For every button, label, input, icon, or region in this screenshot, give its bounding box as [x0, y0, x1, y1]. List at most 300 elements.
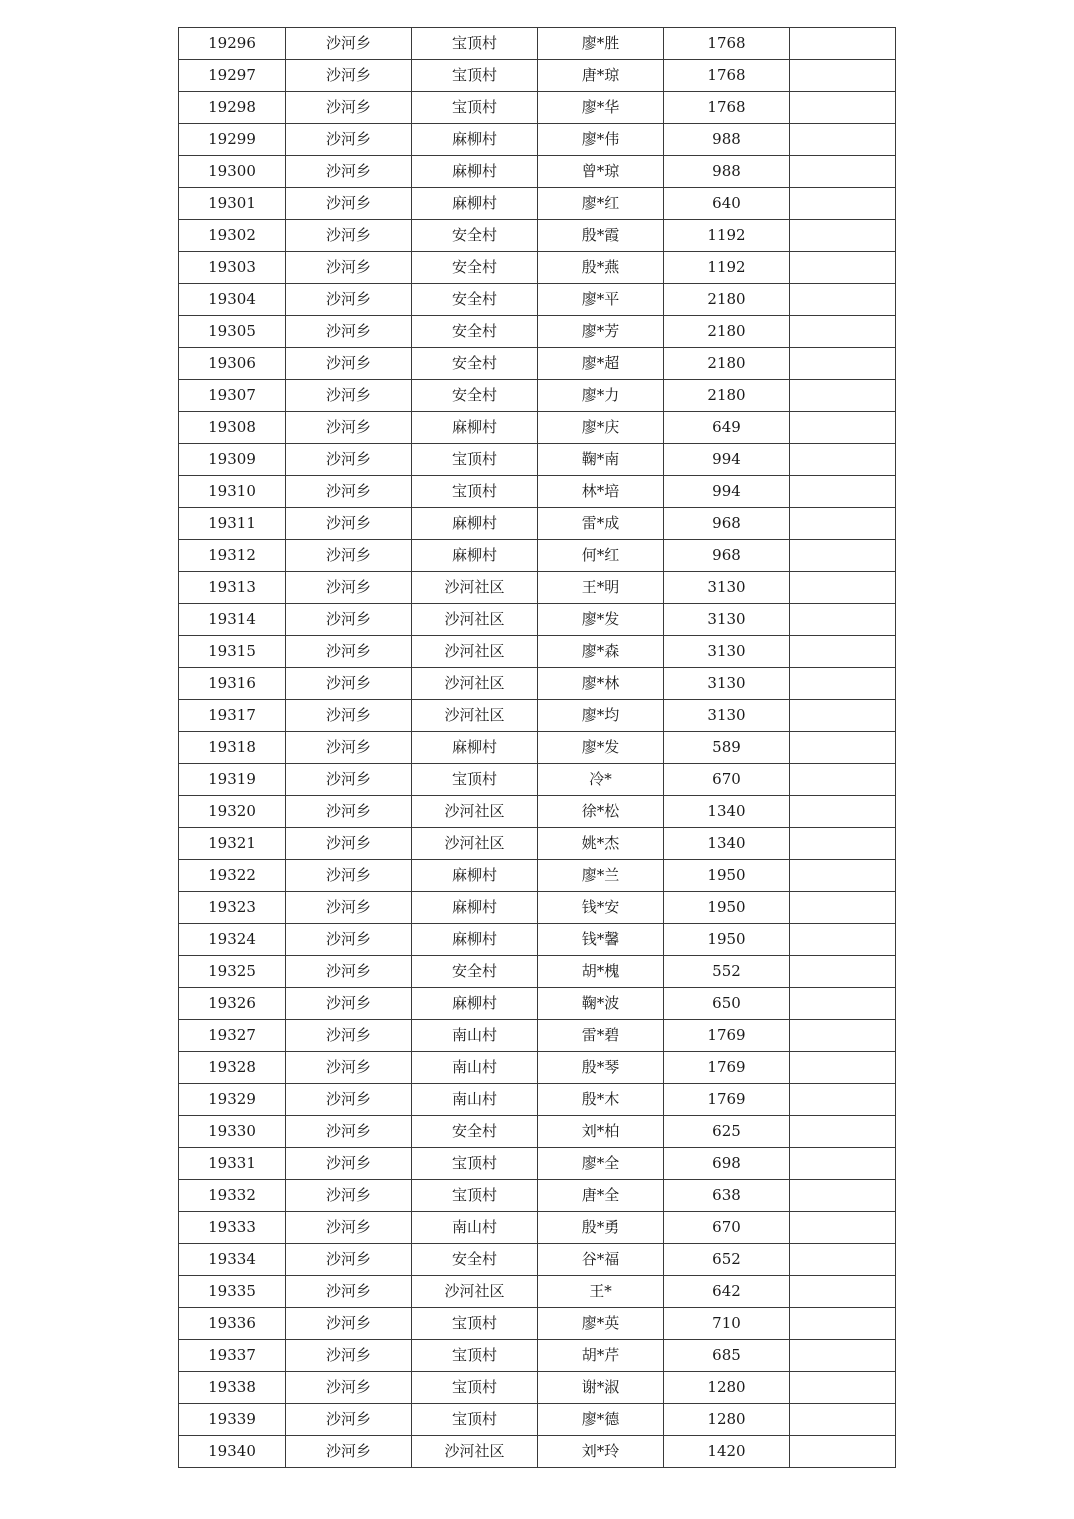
serial-number-cell: 19315: [179, 636, 286, 668]
serial-number-cell: 19310: [179, 476, 286, 508]
village-cell: 麻柳村: [412, 124, 538, 156]
records-table: [178, 27, 896, 1468]
name-cell: 徐*松: [538, 796, 664, 828]
amount-cell: 988: [664, 156, 790, 188]
amount-cell: 2180: [664, 284, 790, 316]
name-cell: 廖*均: [538, 700, 664, 732]
township-cell: 沙河乡: [286, 1180, 412, 1212]
name-cell: 廖*红: [538, 188, 664, 220]
remark-cell: [790, 412, 896, 444]
township-cell: 沙河乡: [286, 1052, 412, 1084]
serial-number-cell: 19320: [179, 796, 286, 828]
township-cell: 沙河乡: [286, 1372, 412, 1404]
remark-cell: [790, 540, 896, 572]
village-cell: 宝顶村: [412, 1308, 538, 1340]
township-cell: 沙河乡: [286, 924, 412, 956]
table-row: [179, 1308, 896, 1340]
serial-number-cell: 19312: [179, 540, 286, 572]
name-cell: 廖*平: [538, 284, 664, 316]
amount-cell: 968: [664, 540, 790, 572]
name-cell: 谷*福: [538, 1244, 664, 1276]
name-cell: 廖*发: [538, 732, 664, 764]
serial-number-cell: 19332: [179, 1180, 286, 1212]
name-cell: 鞠*波: [538, 988, 664, 1020]
serial-number-cell: 19325: [179, 956, 286, 988]
amount-cell: 1768: [664, 28, 790, 60]
name-cell: 鞠*南: [538, 444, 664, 476]
table-row: [179, 476, 896, 508]
amount-cell: 994: [664, 476, 790, 508]
amount-cell: 1768: [664, 92, 790, 124]
table-row: [179, 124, 896, 156]
amount-cell: 3130: [664, 700, 790, 732]
serial-number-cell: 19299: [179, 124, 286, 156]
table-row: [179, 1404, 896, 1436]
amount-cell: 1280: [664, 1404, 790, 1436]
township-cell: 沙河乡: [286, 636, 412, 668]
amount-cell: 1769: [664, 1020, 790, 1052]
table-row: [179, 92, 896, 124]
township-cell: 沙河乡: [286, 1404, 412, 1436]
amount-cell: 988: [664, 124, 790, 156]
amount-cell: 1950: [664, 860, 790, 892]
table-row: [179, 1372, 896, 1404]
amount-cell: 3130: [664, 572, 790, 604]
table-row: [179, 412, 896, 444]
remark-cell: [790, 636, 896, 668]
table-row: [179, 956, 896, 988]
remark-cell: [790, 508, 896, 540]
amount-cell: 1340: [664, 796, 790, 828]
serial-number-cell: 19296: [179, 28, 286, 60]
remark-cell: [790, 252, 896, 284]
remark-cell: [790, 892, 896, 924]
village-cell: 沙河社区: [412, 668, 538, 700]
remark-cell: [790, 796, 896, 828]
serial-number-cell: 19326: [179, 988, 286, 1020]
name-cell: 胡*芹: [538, 1340, 664, 1372]
village-cell: 宝顶村: [412, 92, 538, 124]
table-row: [179, 1212, 896, 1244]
remark-cell: [790, 444, 896, 476]
serial-number-cell: 19308: [179, 412, 286, 444]
remark-cell: [790, 828, 896, 860]
name-cell: 雷*成: [538, 508, 664, 540]
serial-number-cell: 19337: [179, 1340, 286, 1372]
township-cell: 沙河乡: [286, 188, 412, 220]
amount-cell: 1769: [664, 1052, 790, 1084]
amount-cell: 652: [664, 1244, 790, 1276]
amount-cell: 1280: [664, 1372, 790, 1404]
remark-cell: [790, 28, 896, 60]
amount-cell: 638: [664, 1180, 790, 1212]
serial-number-cell: 19319: [179, 764, 286, 796]
name-cell: 胡*槐: [538, 956, 664, 988]
village-cell: 沙河社区: [412, 796, 538, 828]
name-cell: 廖*伟: [538, 124, 664, 156]
village-cell: 沙河社区: [412, 636, 538, 668]
remark-cell: [790, 1116, 896, 1148]
name-cell: 刘*柏: [538, 1116, 664, 1148]
table-row: [179, 764, 896, 796]
village-cell: 宝顶村: [412, 1372, 538, 1404]
name-cell: 姚*杰: [538, 828, 664, 860]
remark-cell: [790, 188, 896, 220]
table-row: [179, 1116, 896, 1148]
township-cell: 沙河乡: [286, 92, 412, 124]
serial-number-cell: 19318: [179, 732, 286, 764]
village-cell: 安全村: [412, 348, 538, 380]
remark-cell: [790, 124, 896, 156]
village-cell: 麻柳村: [412, 732, 538, 764]
table-row: [179, 732, 896, 764]
remark-cell: [790, 988, 896, 1020]
table-row: [179, 636, 896, 668]
remark-cell: [790, 604, 896, 636]
table-row: [179, 252, 896, 284]
township-cell: 沙河乡: [286, 1148, 412, 1180]
township-cell: 沙河乡: [286, 124, 412, 156]
serial-number-cell: 19336: [179, 1308, 286, 1340]
remark-cell: [790, 1404, 896, 1436]
village-cell: 麻柳村: [412, 924, 538, 956]
township-cell: 沙河乡: [286, 1084, 412, 1116]
name-cell: 曾*琼: [538, 156, 664, 188]
township-cell: 沙河乡: [286, 1116, 412, 1148]
township-cell: 沙河乡: [286, 828, 412, 860]
name-cell: 殷*木: [538, 1084, 664, 1116]
table-row: [179, 28, 896, 60]
amount-cell: 685: [664, 1340, 790, 1372]
table-row: [179, 156, 896, 188]
table-row: [179, 1084, 896, 1116]
amount-cell: 2180: [664, 380, 790, 412]
name-cell: 廖*全: [538, 1148, 664, 1180]
serial-number-cell: 19305: [179, 316, 286, 348]
amount-cell: 670: [664, 764, 790, 796]
table-row: [179, 892, 896, 924]
serial-number-cell: 19316: [179, 668, 286, 700]
name-cell: 唐*全: [538, 1180, 664, 1212]
village-cell: 南山村: [412, 1052, 538, 1084]
serial-number-cell: 19322: [179, 860, 286, 892]
name-cell: 王*: [538, 1276, 664, 1308]
serial-number-cell: 19307: [179, 380, 286, 412]
serial-number-cell: 19317: [179, 700, 286, 732]
amount-cell: 1340: [664, 828, 790, 860]
serial-number-cell: 19339: [179, 1404, 286, 1436]
table-row: [179, 668, 896, 700]
table-row: [179, 1244, 896, 1276]
village-cell: 麻柳村: [412, 540, 538, 572]
remark-cell: [790, 316, 896, 348]
remark-cell: [790, 1244, 896, 1276]
village-cell: 宝顶村: [412, 1180, 538, 1212]
table-row: [179, 1052, 896, 1084]
name-cell: 钱*馨: [538, 924, 664, 956]
serial-number-cell: 19309: [179, 444, 286, 476]
serial-number-cell: 19298: [179, 92, 286, 124]
amount-cell: 710: [664, 1308, 790, 1340]
name-cell: 刘*玲: [538, 1436, 664, 1468]
amount-cell: 625: [664, 1116, 790, 1148]
village-cell: 安全村: [412, 380, 538, 412]
amount-cell: 698: [664, 1148, 790, 1180]
name-cell: 殷*燕: [538, 252, 664, 284]
amount-cell: 1768: [664, 60, 790, 92]
remark-cell: [790, 700, 896, 732]
remark-cell: [790, 1020, 896, 1052]
amount-cell: 1950: [664, 892, 790, 924]
serial-number-cell: 19329: [179, 1084, 286, 1116]
village-cell: 麻柳村: [412, 188, 538, 220]
table-row: [179, 700, 896, 732]
remark-cell: [790, 1340, 896, 1372]
township-cell: 沙河乡: [286, 476, 412, 508]
table-row: [179, 1276, 896, 1308]
name-cell: 廖*超: [538, 348, 664, 380]
name-cell: 殷*霞: [538, 220, 664, 252]
township-cell: 沙河乡: [286, 604, 412, 636]
name-cell: 唐*琼: [538, 60, 664, 92]
remark-cell: [790, 924, 896, 956]
township-cell: 沙河乡: [286, 60, 412, 92]
village-cell: 沙河社区: [412, 572, 538, 604]
name-cell: 王*明: [538, 572, 664, 604]
serial-number-cell: 19338: [179, 1372, 286, 1404]
village-cell: 安全村: [412, 316, 538, 348]
village-cell: 安全村: [412, 220, 538, 252]
remark-cell: [790, 860, 896, 892]
table-row: [179, 220, 896, 252]
amount-cell: 968: [664, 508, 790, 540]
name-cell: 谢*淑: [538, 1372, 664, 1404]
township-cell: 沙河乡: [286, 444, 412, 476]
serial-number-cell: 19306: [179, 348, 286, 380]
village-cell: 宝顶村: [412, 1404, 538, 1436]
serial-number-cell: 19328: [179, 1052, 286, 1084]
remark-cell: [790, 732, 896, 764]
village-cell: 宝顶村: [412, 1340, 538, 1372]
table-row: [179, 924, 896, 956]
table-row: [179, 860, 896, 892]
name-cell: 廖*林: [538, 668, 664, 700]
name-cell: 殷*琴: [538, 1052, 664, 1084]
amount-cell: 589: [664, 732, 790, 764]
table-row: [179, 444, 896, 476]
remark-cell: [790, 380, 896, 412]
name-cell: 廖*力: [538, 380, 664, 412]
remark-cell: [790, 220, 896, 252]
remark-cell: [790, 1436, 896, 1468]
village-cell: 麻柳村: [412, 156, 538, 188]
amount-cell: 1192: [664, 252, 790, 284]
amount-cell: 649: [664, 412, 790, 444]
amount-cell: 3130: [664, 604, 790, 636]
name-cell: 廖*德: [538, 1404, 664, 1436]
village-cell: 沙河社区: [412, 700, 538, 732]
table-row: [179, 60, 896, 92]
amount-cell: 650: [664, 988, 790, 1020]
village-cell: 沙河社区: [412, 1276, 538, 1308]
township-cell: 沙河乡: [286, 988, 412, 1020]
remark-cell: [790, 1052, 896, 1084]
township-cell: 沙河乡: [286, 1340, 412, 1372]
serial-number-cell: 19297: [179, 60, 286, 92]
village-cell: 沙河社区: [412, 1436, 538, 1468]
township-cell: 沙河乡: [286, 1020, 412, 1052]
township-cell: 沙河乡: [286, 1244, 412, 1276]
village-cell: 宝顶村: [412, 60, 538, 92]
township-cell: 沙河乡: [286, 156, 412, 188]
table-row: [179, 540, 896, 572]
township-cell: 沙河乡: [286, 1276, 412, 1308]
township-cell: 沙河乡: [286, 380, 412, 412]
remark-cell: [790, 92, 896, 124]
township-cell: 沙河乡: [286, 732, 412, 764]
township-cell: 沙河乡: [286, 700, 412, 732]
remark-cell: [790, 572, 896, 604]
serial-number-cell: 19324: [179, 924, 286, 956]
township-cell: 沙河乡: [286, 1308, 412, 1340]
township-cell: 沙河乡: [286, 1212, 412, 1244]
township-cell: 沙河乡: [286, 316, 412, 348]
amount-cell: 640: [664, 188, 790, 220]
amount-cell: 1192: [664, 220, 790, 252]
village-cell: 沙河社区: [412, 828, 538, 860]
township-cell: 沙河乡: [286, 1436, 412, 1468]
table-row: [179, 348, 896, 380]
name-cell: 林*培: [538, 476, 664, 508]
serial-number-cell: 19330: [179, 1116, 286, 1148]
township-cell: 沙河乡: [286, 220, 412, 252]
remark-cell: [790, 476, 896, 508]
village-cell: 宝顶村: [412, 476, 538, 508]
name-cell: 冷*: [538, 764, 664, 796]
township-cell: 沙河乡: [286, 956, 412, 988]
village-cell: 麻柳村: [412, 508, 538, 540]
remark-cell: [790, 1276, 896, 1308]
township-cell: 沙河乡: [286, 540, 412, 572]
remark-cell: [790, 956, 896, 988]
name-cell: 廖*森: [538, 636, 664, 668]
village-cell: 安全村: [412, 252, 538, 284]
remark-cell: [790, 1308, 896, 1340]
table-row: [179, 1148, 896, 1180]
remark-cell: [790, 764, 896, 796]
table-row: [179, 796, 896, 828]
table-row: [179, 988, 896, 1020]
table-row: [179, 284, 896, 316]
village-cell: 宝顶村: [412, 1148, 538, 1180]
village-cell: 安全村: [412, 1116, 538, 1148]
serial-number-cell: 19303: [179, 252, 286, 284]
serial-number-cell: 19327: [179, 1020, 286, 1052]
village-cell: 麻柳村: [412, 412, 538, 444]
village-cell: 南山村: [412, 1084, 538, 1116]
village-cell: 安全村: [412, 284, 538, 316]
table-row: [179, 1340, 896, 1372]
serial-number-cell: 19331: [179, 1148, 286, 1180]
township-cell: 沙河乡: [286, 252, 412, 284]
table-row: [179, 1180, 896, 1212]
remark-cell: [790, 284, 896, 316]
serial-number-cell: 19313: [179, 572, 286, 604]
remark-cell: [790, 1084, 896, 1116]
name-cell: 何*红: [538, 540, 664, 572]
serial-number-cell: 19340: [179, 1436, 286, 1468]
serial-number-cell: 19304: [179, 284, 286, 316]
village-cell: 安全村: [412, 1244, 538, 1276]
table-row: [179, 572, 896, 604]
amount-cell: 3130: [664, 636, 790, 668]
township-cell: 沙河乡: [286, 28, 412, 60]
village-cell: 沙河社区: [412, 604, 538, 636]
village-cell: 宝顶村: [412, 28, 538, 60]
village-cell: 麻柳村: [412, 860, 538, 892]
serial-number-cell: 19301: [179, 188, 286, 220]
amount-cell: 642: [664, 1276, 790, 1308]
township-cell: 沙河乡: [286, 764, 412, 796]
village-cell: 宝顶村: [412, 444, 538, 476]
name-cell: 雷*碧: [538, 1020, 664, 1052]
serial-number-cell: 19333: [179, 1212, 286, 1244]
name-cell: 殷*勇: [538, 1212, 664, 1244]
serial-number-cell: 19302: [179, 220, 286, 252]
name-cell: 廖*胜: [538, 28, 664, 60]
township-cell: 沙河乡: [286, 284, 412, 316]
table-row: [179, 1436, 896, 1468]
serial-number-cell: 19311: [179, 508, 286, 540]
table-row: [179, 316, 896, 348]
remark-cell: [790, 60, 896, 92]
table-row: [179, 828, 896, 860]
serial-number-cell: 19314: [179, 604, 286, 636]
remark-cell: [790, 668, 896, 700]
table-row: [179, 1020, 896, 1052]
name-cell: 廖*芳: [538, 316, 664, 348]
table-row: [179, 604, 896, 636]
remark-cell: [790, 1148, 896, 1180]
village-cell: 麻柳村: [412, 988, 538, 1020]
township-cell: 沙河乡: [286, 796, 412, 828]
amount-cell: 2180: [664, 348, 790, 380]
serial-number-cell: 19300: [179, 156, 286, 188]
remark-cell: [790, 1180, 896, 1212]
serial-number-cell: 19323: [179, 892, 286, 924]
village-cell: 南山村: [412, 1212, 538, 1244]
name-cell: 廖*华: [538, 92, 664, 124]
remark-cell: [790, 156, 896, 188]
records-table-body: [179, 28, 896, 1468]
township-cell: 沙河乡: [286, 508, 412, 540]
township-cell: 沙河乡: [286, 860, 412, 892]
amount-cell: 994: [664, 444, 790, 476]
table-row: [179, 508, 896, 540]
remark-cell: [790, 1212, 896, 1244]
remark-cell: [790, 348, 896, 380]
township-cell: 沙河乡: [286, 348, 412, 380]
township-cell: 沙河乡: [286, 668, 412, 700]
village-cell: 麻柳村: [412, 892, 538, 924]
amount-cell: 2180: [664, 316, 790, 348]
remark-cell: [790, 1372, 896, 1404]
village-cell: 南山村: [412, 1020, 538, 1052]
township-cell: 沙河乡: [286, 572, 412, 604]
amount-cell: 1420: [664, 1436, 790, 1468]
name-cell: 廖*庆: [538, 412, 664, 444]
table-row: [179, 380, 896, 412]
